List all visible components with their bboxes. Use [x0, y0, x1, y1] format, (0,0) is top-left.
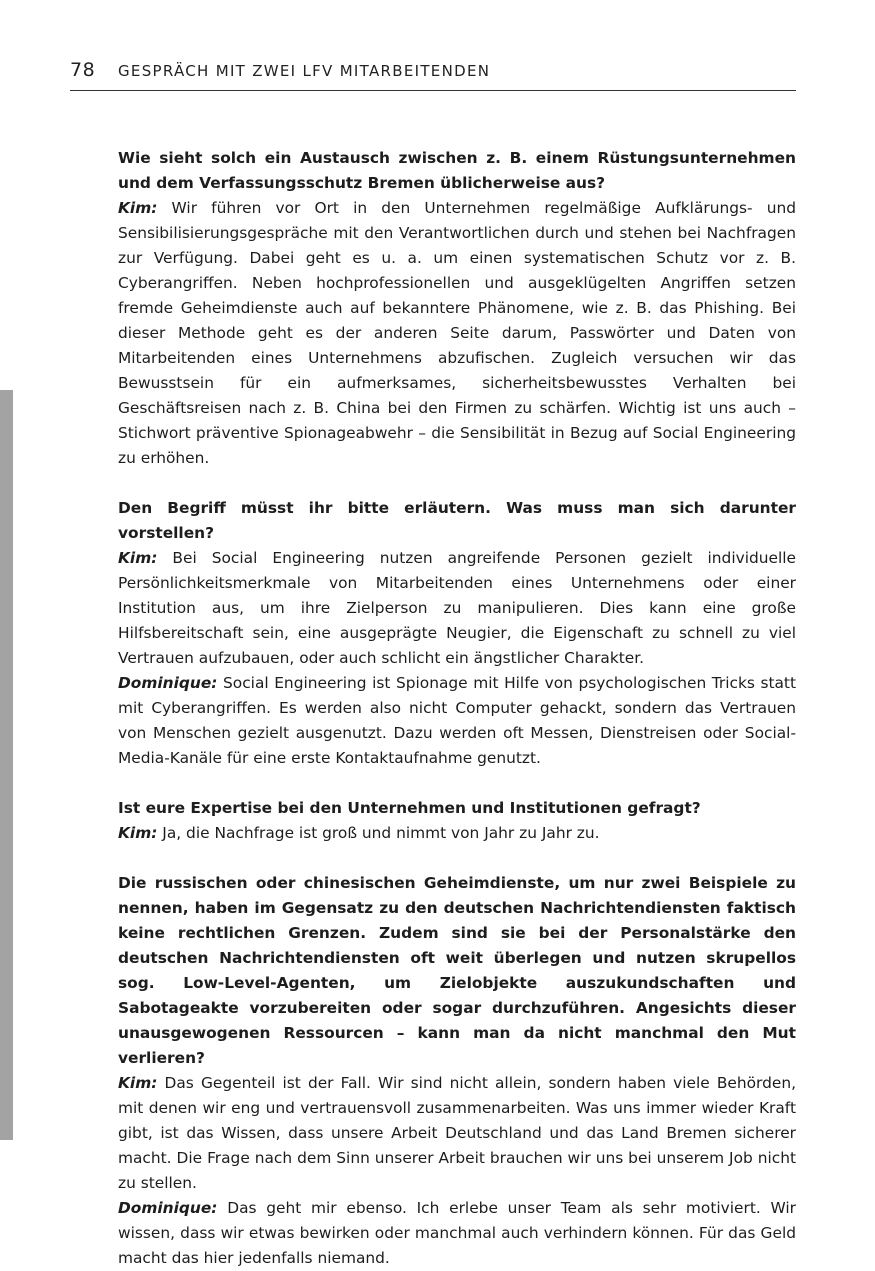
running-header — [70, 56, 796, 91]
interview-answer — [118, 1071, 796, 1196]
interview-question: Wie sieht solch ein Austausch zwischen z. B. einem Rüstungsunternehmen und dem Verfassungsschutz Bremen üblicherweise aus? — [118, 149, 796, 192]
running-head-title: GESPRÄCH MIT ZWEI LFV MITARBEITENDEN — [118, 62, 491, 80]
answer-text: Social Engineering ist Spionage mit Hilfe von psychologischen Tricks statt mit Cyberangriffen. Es werden also nicht Computer gehackt, sondern das Vertrauen von Menschen gezielt ausgenutzt. Dazu werden oft Messen, Dienstreisen oder Social-Media-Kanäle für eine erste Kontaktaufnahme genutzt. — [118, 674, 796, 767]
speaker-label: Kim: — [118, 1074, 158, 1092]
interview-answer — [118, 546, 796, 671]
page-number: 78 — [70, 59, 96, 81]
answer-text: Wir führen vor Ort in den Unternehmen regelmäßige Aufklärungs- und Sensibilisierungsgespräche mit den Verantwortlichen durch und stehen bei Nachfragen zur Verfügung. Dabei geht es u. a. um einen systematischen Schutz vor z. B. Cyberangriffen. Neben hochprofessionellen und ausgeklügelten Angriffen setzen fremde Geheimdienste auch auf bekanntere Phänomene, wie z. B. das Phishing. Bei dieser Methode geht es der anderen Seite darum, Passwörter und Daten von Mitarbeitenden eines Unternehmens abzufischen. Zugleich versuchen wir das Bewusstsein für ein aufmerksames, sicherheitsbewusstes Verhalten bei Geschäftsreisen nach z. B. China bei den Firmen zu schärfen. Wichtig ist uns auch – Stichwort präventive Spionageabwehr – die Sensibilität in Bezug auf Social Engineering zu erhöhen. — [118, 199, 796, 467]
speaker-label: Dominique: — [118, 1199, 218, 1217]
answer-text: Das geht mir ebenso. Ich erlebe unser Team als sehr motiviert. Wir wissen, dass wir etwas bewirken oder manchmal auch verhindern können. Für das Geld macht das hier jedenfalls niemand. — [118, 1199, 796, 1267]
speaker-label: Dominique: — [118, 674, 218, 692]
interview-question: Den Begriff müsst ihr bitte erläutern. Was muss man sich darunter vorstellen? — [118, 499, 796, 542]
answer-text: Das Gegenteil ist der Fall. Wir sind nicht allein, sondern haben viele Behörden, mit denen wir eng und vertrauensvoll zusammenarbeiten. Was uns immer wieder Kraft gibt, ist das Wissen, dass unsere Arbeit Deutschland und das Land Bremen sicherer macht. Die Frage nach dem Sinn unserer Arbeit brauchen wir uns bei unserem Job nicht zu stellen. — [118, 1074, 796, 1192]
interview-question: Ist eure Expertise bei den Unternehmen und Institutionen gefragt? — [118, 799, 701, 817]
page-edge-marker — [0, 390, 13, 1140]
speaker-label: Kim: — [118, 824, 158, 842]
speaker-label: Kim: — [118, 199, 158, 217]
interview-answer — [118, 196, 796, 471]
interview-answer — [118, 671, 796, 771]
interview-answer — [118, 821, 796, 846]
interview-question: Die russischen oder chinesischen Geheimdienste, um nur zwei Beispiele zu nennen, haben im Gegensatz zu den deutschen Nachrichtendiensten faktisch keine rechtlichen Grenzen. Zudem sind sie bei der Personalstärke den deutschen Nachrichtendiensten oft weit überlegen und nutzen skrupellos sog. Low-Level-Agenten, um Zielobjekte auszukundschaften und Sabotageakte vorzubereiten oder sogar durchzuführen. Angesichts dieser unausgewogenen Ressourcen – kann man da nicht manchmal den Mut verlieren? — [118, 874, 796, 1067]
paragraph-gap — [118, 471, 796, 496]
answer-text: Ja, die Nachfrage ist groß und nimmt von Jahr zu Jahr zu. — [157, 824, 600, 842]
paragraph-gap — [118, 771, 796, 796]
paragraph-gap — [118, 846, 796, 871]
interview-answer — [118, 1196, 796, 1271]
speaker-label: Kim: — [118, 549, 158, 567]
answer-text: Bei Social Engineering nutzen angreifende Personen gezielt individuelle Persönlichkeitsmerkmale von Mitarbeitenden eines Unternehmens oder einer Institution aus, um ihre Zielperson zu manipulieren. Dies kann eine große Hilfsbereitschaft sein, eine ausgeprägte Neugier, die Eigenschaft zu schnell zu viel Vertrauen aufzubauen, oder auch schlicht ein ängstlicher Charakter. — [118, 549, 796, 667]
interview-body — [118, 146, 796, 1271]
